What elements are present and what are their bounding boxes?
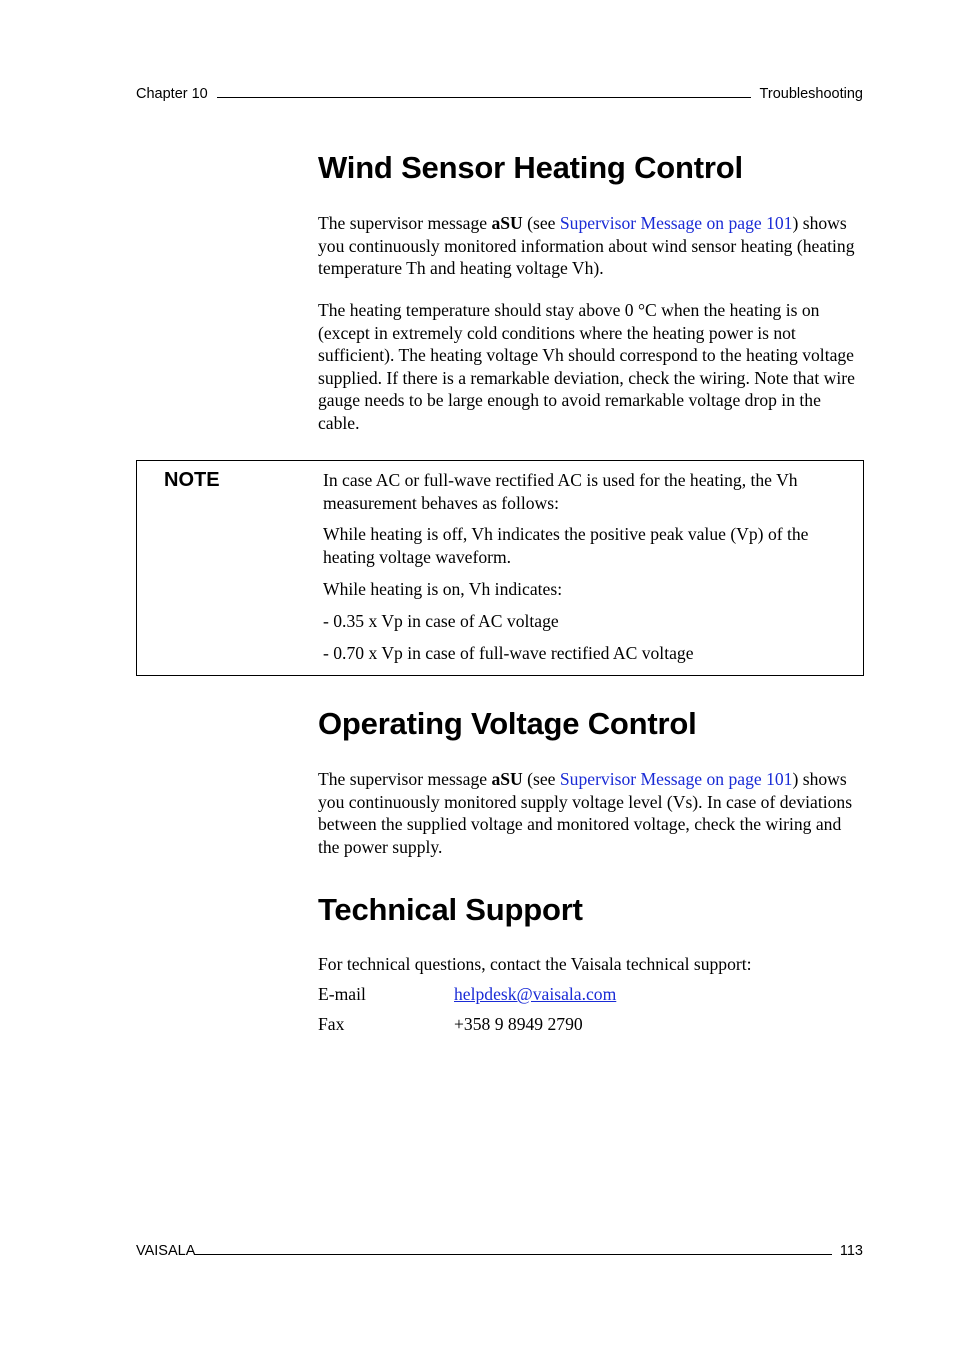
voltage-p1-pre: The supervisor message bbox=[318, 769, 492, 789]
wind-p1-pre: The supervisor message bbox=[318, 213, 492, 233]
voltage-paragraph bbox=[318, 768, 863, 858]
email-link[interactable]: helpdesk@vaisala.com bbox=[454, 984, 617, 1004]
voltage-p1-crossref-link[interactable]: Supervisor Message on page 101 bbox=[559, 769, 793, 789]
support-heading: Technical Support bbox=[318, 892, 583, 927]
wind-paragraph-2: The heating temperature should stay above 0 °C when the heating is on (except in extremely cold conditions where the heating power is not sufficient). The heating voltage Vh should correspond to the heating voltage supplied. If there is a remarkable deviation, check the wiring. Note that wire gauge needs to be large enough to avoid remarkable voltage drop in the cable. bbox=[318, 300, 855, 433]
footer-company: VAISALA bbox=[136, 1243, 196, 1259]
voltage-p1-post: ) shows you continuously monitored supply voltage level (Vs). In case of deviations between the supplied voltage and monitored voltage, check the wiring and the power supply. bbox=[318, 769, 853, 857]
header-chapter: Chapter 10 bbox=[136, 86, 208, 102]
wind-p1-crossref-link[interactable]: Supervisor Message on page 101 bbox=[559, 213, 793, 233]
wind-p1-command: aSU bbox=[491, 213, 523, 233]
fax-label: Fax bbox=[318, 1014, 345, 1034]
wind-paragraph-1 bbox=[318, 212, 863, 280]
note-line-4: - 0.35 x Vp in case of AC voltage bbox=[323, 611, 559, 631]
note-line-3: While heating is on, Vh indicates: bbox=[323, 579, 563, 599]
note-line-1: In case AC or full-wave rectified AC is used for the heating, the Vh measurement behaves as follows: bbox=[323, 470, 798, 513]
page-header bbox=[136, 86, 863, 102]
footer-rule bbox=[195, 1254, 832, 1255]
wind-p1-mid: (see bbox=[522, 213, 560, 233]
page-footer bbox=[136, 1243, 863, 1259]
note-line-2: While heating is off, Vh indicates the positive peak value (Vp) of the heating voltage waveform. bbox=[323, 524, 809, 567]
header-section: Troubleshooting bbox=[759, 86, 863, 102]
footer-page-number: 113 bbox=[839, 1243, 863, 1259]
wind-heading: Wind Sensor Heating Control bbox=[318, 150, 743, 185]
header-rule bbox=[217, 97, 751, 98]
support-intro: For technical questions, contact the Vaisala technical support: bbox=[318, 954, 752, 974]
email-row bbox=[318, 983, 617, 1005]
note-line-5: - 0.70 x Vp in case of full-wave rectified AC voltage bbox=[323, 643, 694, 663]
wind-p1-post: ) shows you continuously monitored information about wind sensor heating (heating temperature Th and heating voltage Vh). bbox=[318, 213, 855, 278]
email-label: E-mail bbox=[318, 984, 366, 1004]
note-label: NOTE bbox=[164, 469, 220, 491]
fax-row bbox=[318, 1013, 583, 1035]
note-box bbox=[136, 460, 864, 676]
fax-value: +358 9 8949 2790 bbox=[454, 1014, 583, 1034]
voltage-p1-mid: (see bbox=[522, 769, 560, 789]
voltage-p1-command: aSU bbox=[491, 769, 523, 789]
voltage-heading: Operating Voltage Control bbox=[318, 706, 697, 741]
